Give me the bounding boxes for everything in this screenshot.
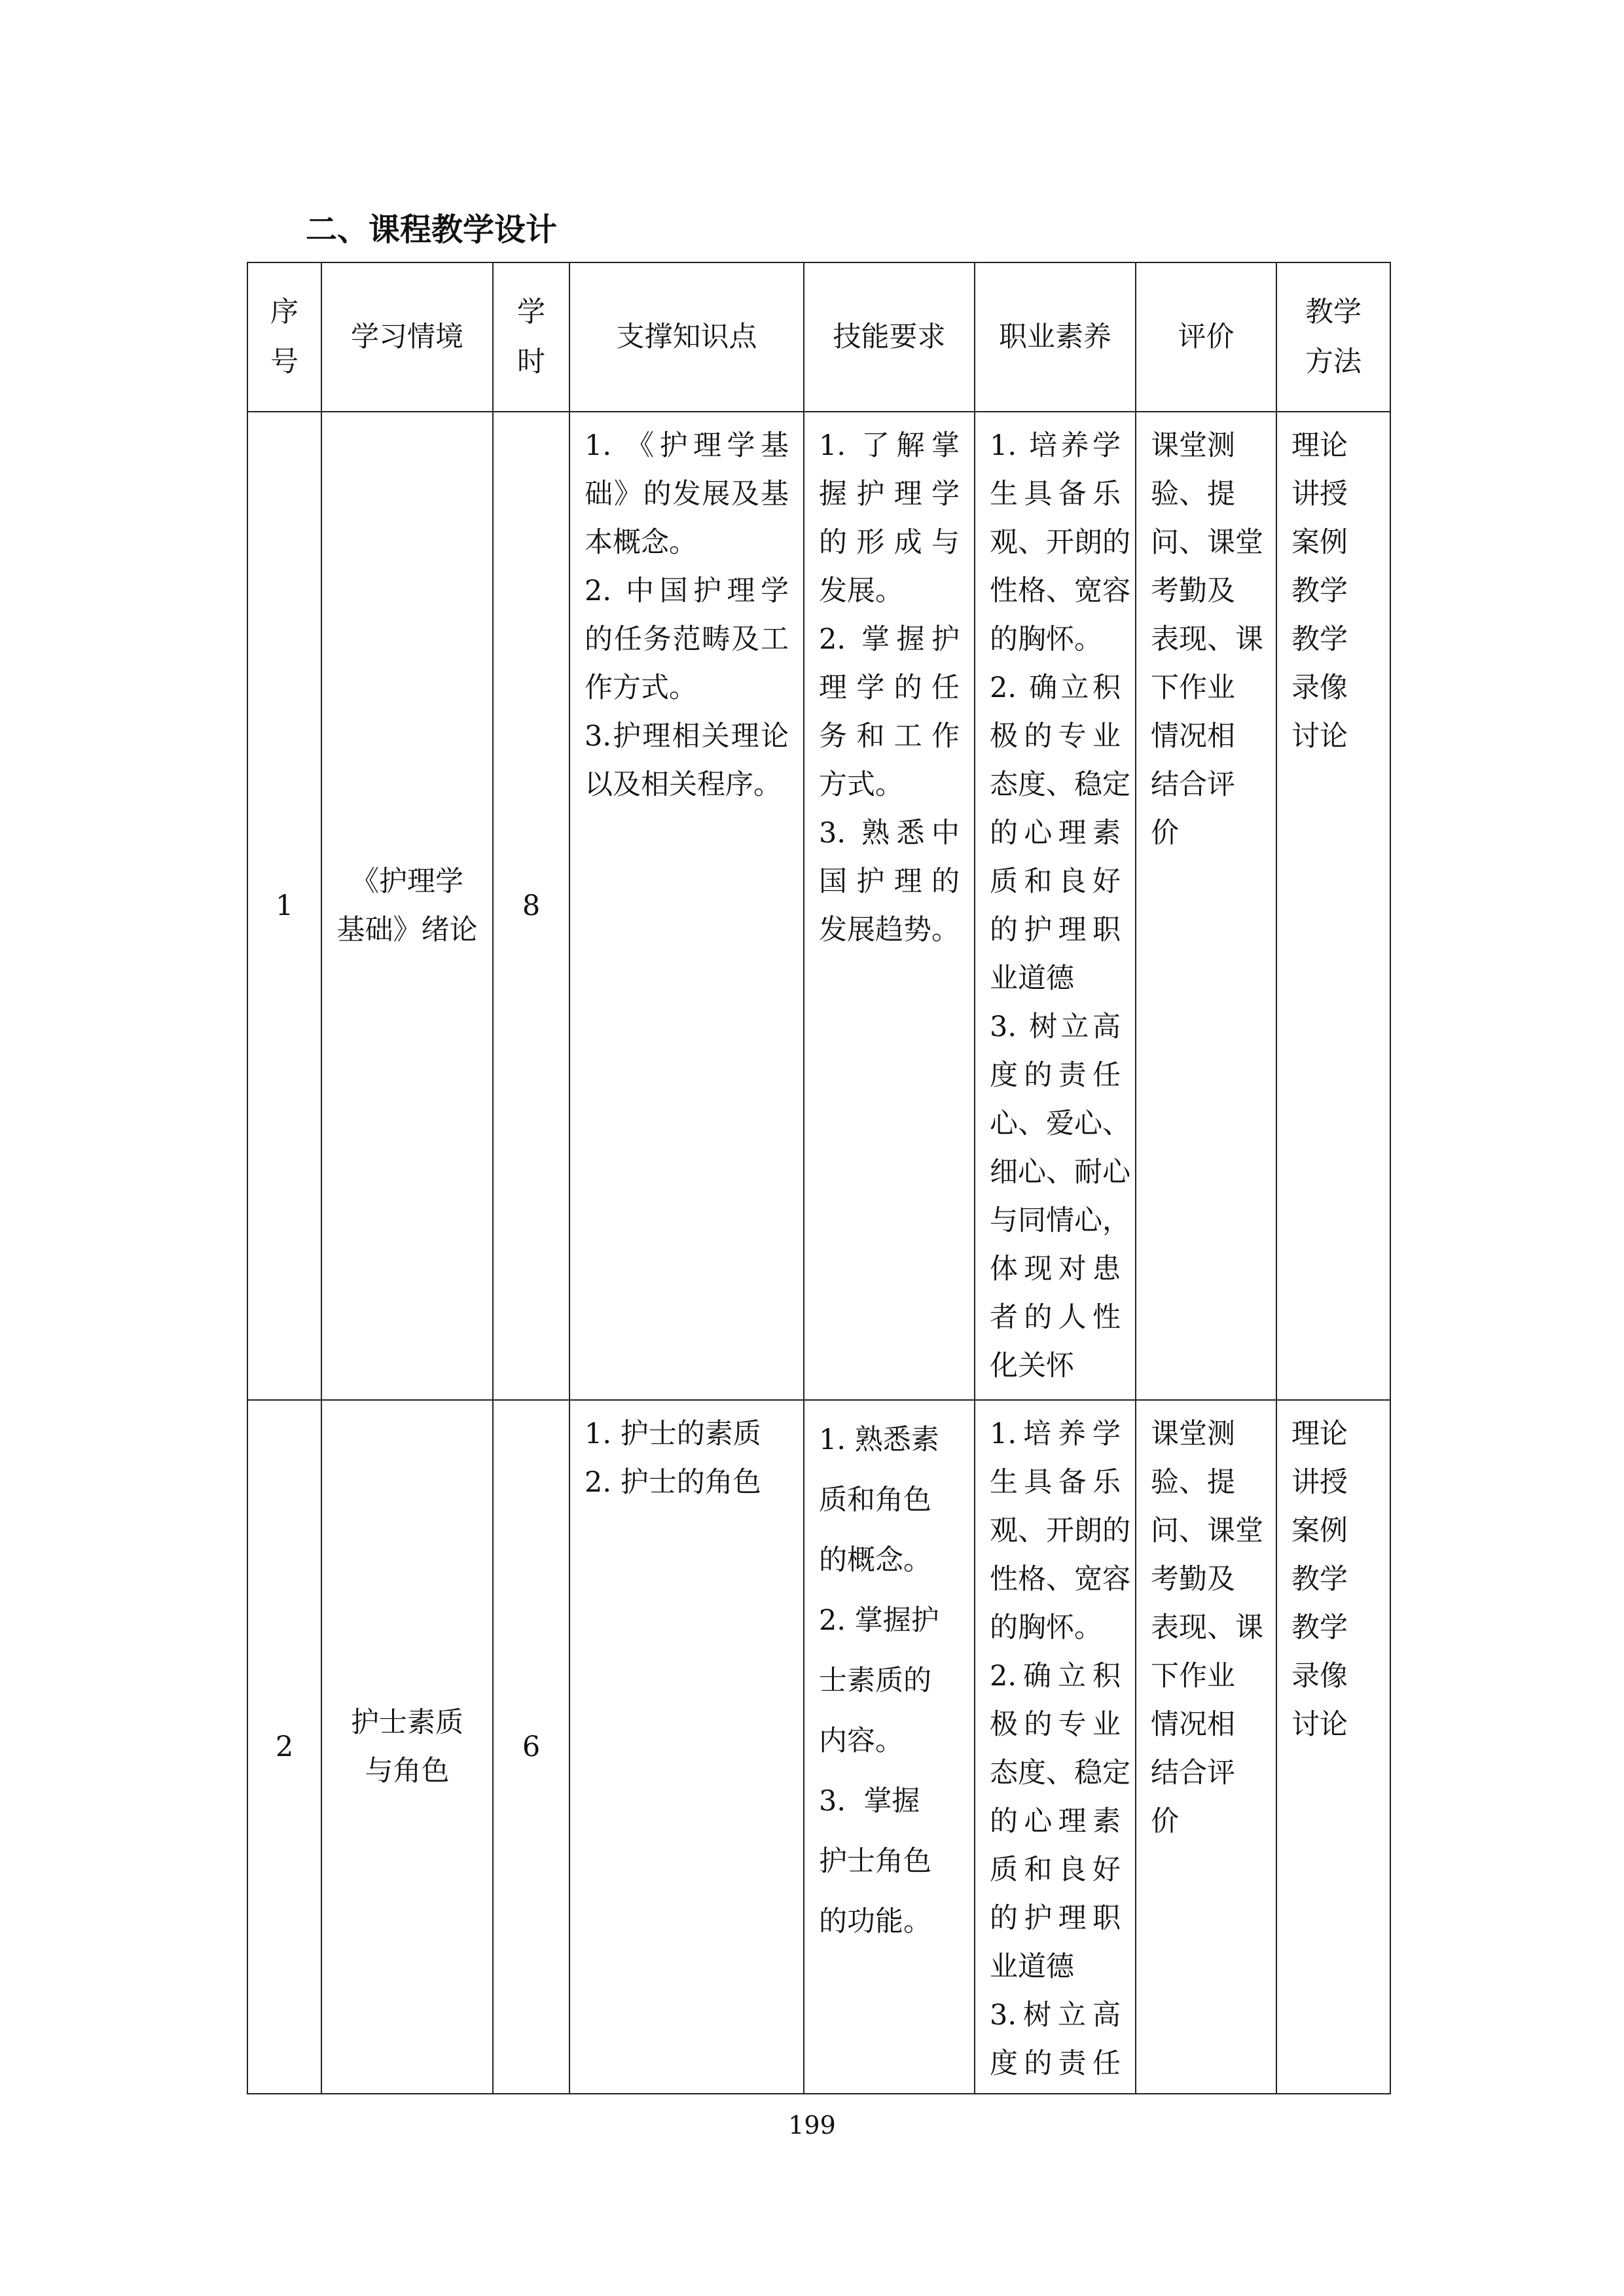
page-number: 199 <box>788 2111 836 2140</box>
row-hours: 8 <box>493 412 569 1400</box>
row-hours: 6 <box>493 1400 569 2094</box>
header-hours: 学 时 <box>493 262 569 412</box>
row-situation: 护士素质 与角色 <box>321 1400 493 2094</box>
header-evaluation: 评价 <box>1136 262 1276 412</box>
row-skills: 1. 熟悉素 质和角色 的概念。 2. 掌握护 士素质的 内容。 3. 掌握 护士角色 的功能。 <box>804 1400 975 2094</box>
row-knowledge: 1. 护士的素质 2. 护士的角色 <box>569 1400 804 2094</box>
course-design-table <box>247 262 1391 2094</box>
page-heading: 二、课程教学设计 <box>306 211 558 248</box>
row-index: 1 <box>247 412 321 1400</box>
header-knowledge: 支撑知识点 <box>569 262 804 412</box>
header-index: 序 号 <box>247 262 321 412</box>
row-quality: 1.培养学 生具备乐 观、开朗的 性格、宽容 的胸怀。 2.确立积 极的专业 态度、稳定 的心理素 质和良好 的护理职 业道德 3.树立高 度的责任 <box>975 1400 1136 2094</box>
row-evaluation: 课堂测 验、提 问、课堂 考勤及 表现、课 下作业 情况相 结合评 价 <box>1136 1400 1276 2094</box>
row-index: 2 <box>247 1400 321 2094</box>
header-row <box>247 262 1390 412</box>
header-quality: 职业素养 <box>975 262 1136 412</box>
row-skills: 1. 了解掌 握护理学 的形成与 发展。 2. 掌握护 理学的任 务和工作 方式。 3. 熟悉中 国护理的 发展趋势。 <box>804 412 975 1400</box>
header-situation: 学习情境 <box>321 262 493 412</box>
row-knowledge: 1. 《护理学基 础》的发展及基 本概念。 2. 中国护理学 的任务范畴及工 作方式。 3.护理相关理论 以及相关程序。 <box>569 412 804 1400</box>
table-row <box>247 412 1390 1400</box>
row-evaluation: 课堂测 验、提 问、课堂 考勤及 表现、课 下作业 情况相 结合评 价 <box>1136 412 1276 1400</box>
row-method: 理论 讲授 案例 教学 教学 录像 讨论 <box>1276 412 1390 1400</box>
table-row <box>247 1400 1390 2094</box>
row-quality: 1. 培养学 生具备乐 观、开朗的 性格、宽容 的胸怀。 2. 确立积 极的专业 态度、稳定 的心理素 质和良好 的护理职 业道德 3. 树立高 度的责任 心、爱心、 细心、耐心 与同情心， 体现对患 者的人性 化关怀 <box>975 412 1136 1400</box>
row-situation: 《护理学 基础》绪论 <box>321 412 493 1400</box>
row-method: 理论 讲授 案例 教学 教学 录像 讨论 <box>1276 1400 1390 2094</box>
header-skills: 技能要求 <box>804 262 975 412</box>
header-method: 教学 方法 <box>1276 262 1390 412</box>
